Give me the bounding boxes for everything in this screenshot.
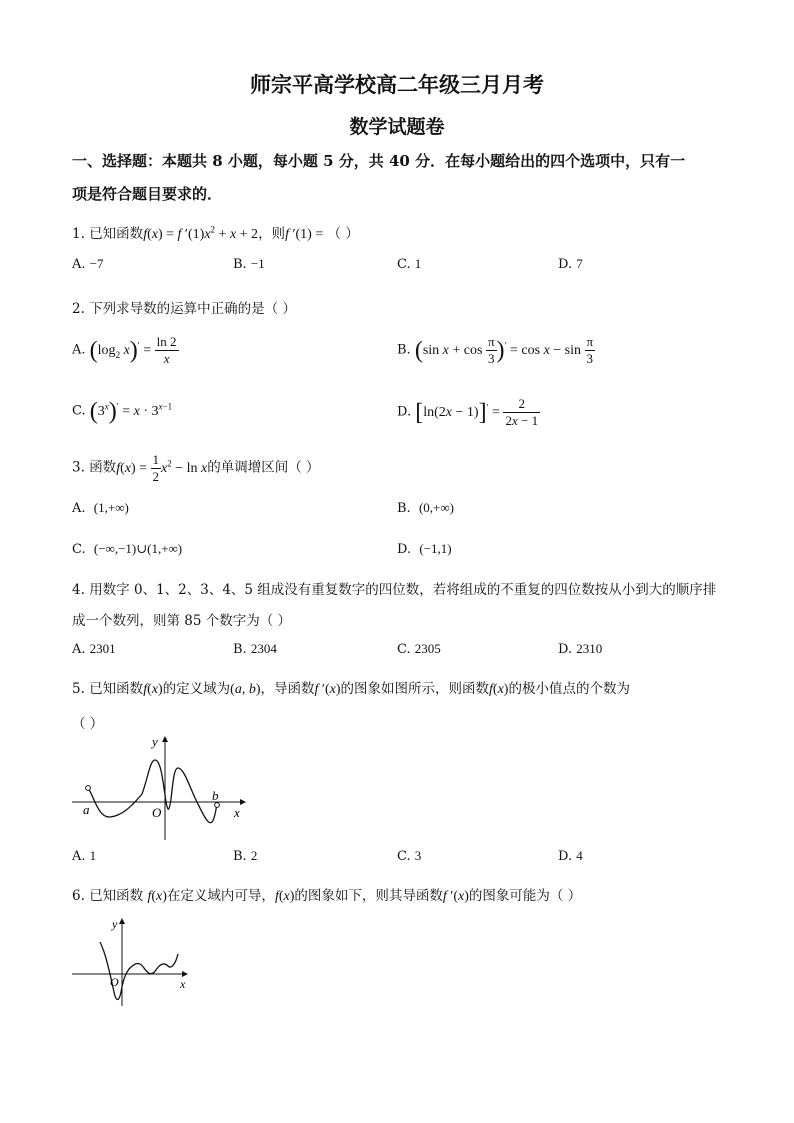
question-5: 5. 已知函数f(x)的定义域为(a, b)，导函数f ′(x)的图象如图所示，则函数f(x)的极小值点的个数为 xyxy=(72,681,630,697)
section-heading-line2: 项是符合题目要求的． xyxy=(72,185,223,203)
formula: f(x) = f $'(1)x^2 + x + 2$ xyxy=(143,224,259,242)
exam-title: 师宗平高学校高二年级三月月考 xyxy=(250,72,544,97)
option-d[interactable]: D. 7 xyxy=(558,256,583,272)
option-c[interactable]: C. (−∞,−1)∪(1,+∞) xyxy=(72,541,183,557)
question-number: 1. xyxy=(72,226,85,242)
exam-subtitle: 数学试题卷 xyxy=(349,116,445,138)
section-heading-line1: 一、选择题：本题共 8 小题，每小题 5 分，共 40 分．在每小题给出的四个选项中，只有一 xyxy=(72,152,686,170)
option-c[interactable]: C. 2305 xyxy=(397,641,441,657)
formula: f ′(1) = xyxy=(285,227,324,242)
question-6: 6. 已知函数 f(x)在定义域内可导，f(x)的图象如下，则其导函数f ′(x)的图象可能为（ ） xyxy=(72,888,582,904)
question-4-line2: 成一个数列，则第 85 个数字为（ ） xyxy=(72,613,292,629)
open-endpoint-b xyxy=(215,803,220,808)
origin-label: O xyxy=(110,975,119,989)
question-number: 3. xyxy=(72,459,85,476)
formula: (sin x + cos $\frac{\pi}{3}$ )′ = cos x − sin $\frac{\pi}{3}$ xyxy=(414,334,594,366)
formula: [ln(2x − 1)]′ = $\frac{2}{2x - 1}$ xyxy=(415,396,539,428)
option-b[interactable]: B. (sin x + cos $\frac{\pi}{3}$ )′ = cos x − sin $\frac{\pi}{3}$ xyxy=(397,334,594,366)
option-d[interactable]: D. (−1,1) xyxy=(397,541,452,557)
question-4: 4. 用数字 0、1、2、3、4、5 组成没有重复数字的四位数，若将组成的不重复的四位数按从小到大的顺序排 xyxy=(72,582,717,598)
function-graph-figure xyxy=(70,914,200,1014)
option-a[interactable]: A. (1,+∞) xyxy=(72,500,129,516)
question-number: 4. xyxy=(72,582,85,598)
option-c[interactable]: C. 1 xyxy=(397,256,422,272)
option-a[interactable]: A. 1 xyxy=(72,848,97,864)
origin-label: O xyxy=(152,805,162,820)
option-a[interactable]: A. −7 xyxy=(72,256,104,272)
derivative-graph-figure xyxy=(70,734,250,844)
question-number: 2. xyxy=(72,301,85,317)
formula: ($\log_2$ x)′ = $\frac{\ln 2}{x}$ xyxy=(89,334,177,366)
y-axis-arrow xyxy=(162,736,168,742)
option-d[interactable]: D. [ln(2x − 1)]′ = $\frac{2}{2x - 1}$ xyxy=(397,396,539,428)
option-c[interactable]: C. $(3^x)' = x \cdot 3^{x-1}$ xyxy=(72,398,173,424)
open-endpoint-a xyxy=(86,786,91,791)
y-axis-arrow xyxy=(119,918,125,924)
option-a[interactable]: A. ($\log_2$ x)′ = $\frac{\ln 2}{x}$ xyxy=(72,334,177,366)
y-axis-label: y xyxy=(112,917,118,931)
option-b[interactable]: B. −1 xyxy=(233,256,265,272)
question-1: 1. 已知函数f(x) = f $'(1)x^2 + x + 2$，则f ′(1) = （ ） xyxy=(72,224,359,242)
question-number: 6. xyxy=(72,888,85,904)
question-text: 下列求导数的运算中正确的是（ ） xyxy=(89,301,296,317)
question-5-line2: （ ） xyxy=(72,716,104,732)
x-axis-label: x xyxy=(234,805,240,820)
point-a-label: a xyxy=(83,802,90,817)
point-b-label: b xyxy=(212,788,219,803)
x-axis-arrow xyxy=(240,799,246,805)
x-axis-label: x xyxy=(180,977,186,991)
question-text: 已知函数 xyxy=(89,226,144,242)
option-d[interactable]: D. 2310 xyxy=(558,641,603,657)
option-c[interactable]: C. 3 xyxy=(397,848,422,864)
question-number: 5. xyxy=(72,681,85,697)
y-axis-label: y xyxy=(152,734,158,749)
question-2 xyxy=(72,297,296,317)
function-curve xyxy=(100,942,178,1000)
option-a[interactable]: A. 2301 xyxy=(72,641,116,657)
option-b[interactable]: B. (0,+∞) xyxy=(397,500,454,516)
formula: $(3^x)' = x \cdot 3^{x-1}$ xyxy=(89,398,173,424)
formula: f(x) = $\frac{1}{2}$ $x^2 - \ln x$ xyxy=(116,452,208,484)
question-3: 3. 函数f(x) = $\frac{1}{2}$ $x^2 - \ln x$的单调增区间（ ） xyxy=(72,452,320,484)
option-b[interactable]: B. 2304 xyxy=(233,641,277,657)
option-b[interactable]: B. 2 xyxy=(233,848,258,864)
option-d[interactable]: D. 4 xyxy=(558,848,583,864)
